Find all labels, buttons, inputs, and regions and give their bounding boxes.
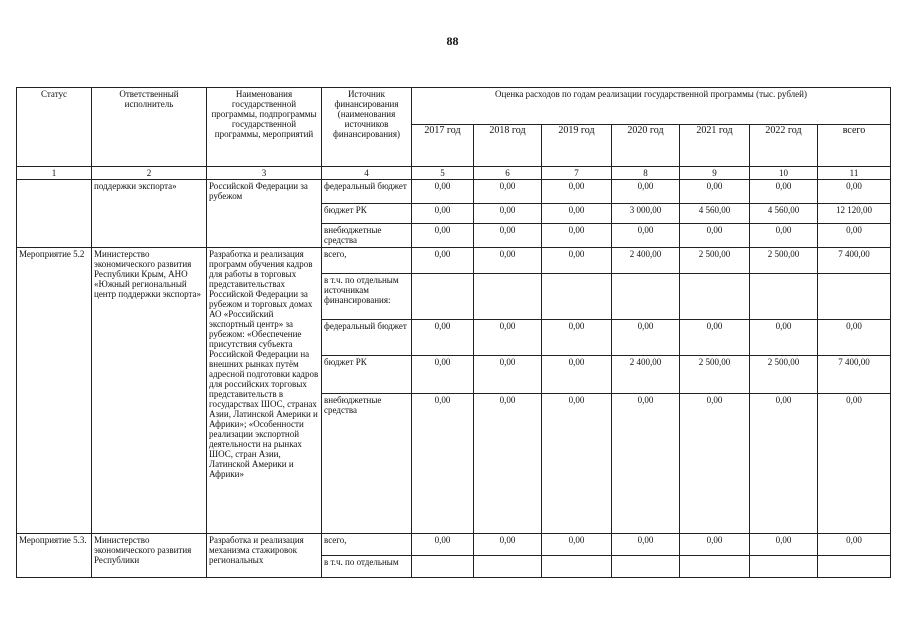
value-cell bbox=[412, 556, 474, 578]
value-cell: 0,00 bbox=[542, 320, 612, 356]
source-cell: бюджет РК bbox=[322, 204, 412, 224]
column-number: 4 bbox=[322, 167, 412, 180]
value-cell: 3 000,00 bbox=[612, 204, 680, 224]
source-cell: в т.ч. по отдельным источникам финансирования: bbox=[322, 274, 412, 320]
value-cell: 0,00 bbox=[474, 356, 542, 394]
value-cell: 0,00 bbox=[612, 534, 680, 556]
value-cell: 0,00 bbox=[750, 180, 818, 204]
header-year-2021: 2021 год bbox=[680, 125, 750, 167]
value-cell: 4 560,00 bbox=[680, 204, 750, 224]
source-cell: внебюджетные средства bbox=[322, 224, 412, 248]
total-cell bbox=[818, 556, 891, 578]
value-cell: 2 500,00 bbox=[680, 356, 750, 394]
status-cell bbox=[17, 180, 92, 248]
value-cell: 0,00 bbox=[474, 248, 542, 274]
source-cell: внебюджетные средства bbox=[322, 394, 412, 534]
value-cell: 2 400,00 bbox=[612, 356, 680, 394]
value-cell: 0,00 bbox=[542, 224, 612, 248]
column-number: 11 bbox=[818, 167, 891, 180]
value-cell: 0,00 bbox=[412, 180, 474, 204]
executor-cell: поддержки экспорта» bbox=[92, 180, 207, 248]
table-row bbox=[17, 180, 891, 204]
value-cell: 0,00 bbox=[542, 356, 612, 394]
value-cell bbox=[750, 556, 818, 578]
value-cell: 0,00 bbox=[750, 534, 818, 556]
value-cell: 2 500,00 bbox=[750, 248, 818, 274]
value-cell bbox=[612, 556, 680, 578]
column-number: 2 bbox=[92, 167, 207, 180]
table-row bbox=[17, 248, 891, 274]
header-estimate: Оценка расходов по годам реализации государственной программы (тыс. рублей) bbox=[412, 88, 891, 125]
value-cell: 0,00 bbox=[542, 204, 612, 224]
value-cell: 0,00 bbox=[750, 320, 818, 356]
column-number: 9 bbox=[680, 167, 750, 180]
value-cell: 0,00 bbox=[542, 248, 612, 274]
value-cell bbox=[680, 274, 750, 320]
table-row bbox=[17, 534, 891, 556]
status-cell: Мероприятие 5.2 bbox=[17, 248, 92, 534]
header-year-2020: 2020 год bbox=[612, 125, 680, 167]
column-number: 5 bbox=[412, 167, 474, 180]
value-cell: 0,00 bbox=[412, 394, 474, 534]
value-cell: 0,00 bbox=[680, 320, 750, 356]
value-cell: 0,00 bbox=[474, 534, 542, 556]
executor-cell: Министерство экономического развития Республики Крым, АНО «Южный региональный центр поддержки экспорта» bbox=[92, 248, 207, 534]
name-cell: Разработка и реализация программ обучения кадров для работы в торговых представительствах Российской Федерации за рубежом и торговых домах АО «Российский экспортный центр» за рубежом: «Обеспечение присутствия субъекта Российской Федерации на внешних рынках путём адресной подготовки кадров для российских торговых представительств в государствах ШОС, странах Азии, Латинской Америки и Африки»; «Особенности реализации экспортной деятельности на рынках ШОС, стран Азии, Латинской Америки и Африки» bbox=[207, 248, 322, 534]
source-cell: в т.ч. по отдельным bbox=[322, 556, 412, 578]
header-year-2019: 2019 год bbox=[542, 125, 612, 167]
value-cell: 0,00 bbox=[412, 248, 474, 274]
value-cell: 0,00 bbox=[750, 224, 818, 248]
header-year-2017: 2017 год bbox=[412, 125, 474, 167]
total-cell: 7 400,00 bbox=[818, 248, 891, 274]
value-cell: 0,00 bbox=[412, 356, 474, 394]
value-cell: 0,00 bbox=[412, 224, 474, 248]
header-name: Наименования государственной программы, подпрограммы государственной программы, мероприятий bbox=[207, 88, 322, 167]
page-number: 88 bbox=[446, 34, 459, 48]
column-number: 3 bbox=[207, 167, 322, 180]
source-cell: всего, bbox=[322, 248, 412, 274]
value-cell: 0,00 bbox=[680, 534, 750, 556]
value-cell: 0,00 bbox=[412, 320, 474, 356]
value-cell: 0,00 bbox=[612, 320, 680, 356]
column-number: 8 bbox=[612, 167, 680, 180]
value-cell: 0,00 bbox=[612, 224, 680, 248]
value-cell bbox=[680, 556, 750, 578]
value-cell bbox=[542, 274, 612, 320]
executor-cell: Министерство экономического развития Республики bbox=[92, 534, 207, 578]
value-cell: 0,00 bbox=[680, 394, 750, 534]
source-cell: федеральный бюджет bbox=[322, 320, 412, 356]
total-cell: 7 400,00 bbox=[818, 356, 891, 394]
value-cell: 0,00 bbox=[542, 394, 612, 534]
value-cell: 0,00 bbox=[750, 394, 818, 534]
value-cell: 0,00 bbox=[680, 224, 750, 248]
source-cell: бюджет РК bbox=[322, 356, 412, 394]
total-cell: 12 120,00 bbox=[818, 204, 891, 224]
value-cell: 2 500,00 bbox=[750, 356, 818, 394]
value-cell: 0,00 bbox=[680, 180, 750, 204]
value-cell: 0,00 bbox=[474, 180, 542, 204]
column-number: 7 bbox=[542, 167, 612, 180]
value-cell bbox=[750, 274, 818, 320]
value-cell bbox=[612, 274, 680, 320]
total-cell: 0,00 bbox=[818, 320, 891, 356]
total-cell: 0,00 bbox=[818, 180, 891, 204]
header-year-2018: 2018 год bbox=[474, 125, 542, 167]
header-year-2022: 2022 год bbox=[750, 125, 818, 167]
header-total: всего bbox=[818, 125, 891, 167]
value-cell bbox=[412, 274, 474, 320]
column-number-row bbox=[17, 167, 891, 180]
total-cell bbox=[818, 274, 891, 320]
value-cell bbox=[474, 274, 542, 320]
total-cell: 0,00 bbox=[818, 224, 891, 248]
value-cell: 0,00 bbox=[474, 320, 542, 356]
value-cell: 0,00 bbox=[412, 534, 474, 556]
value-cell: 2 500,00 bbox=[680, 248, 750, 274]
value-cell: 0,00 bbox=[412, 204, 474, 224]
budget-table bbox=[16, 87, 891, 578]
source-cell: всего, bbox=[322, 534, 412, 556]
name-cell: Российской Федерации за рубежом bbox=[207, 180, 322, 248]
name-cell: Разработка и реализация механизма стажировок региональных bbox=[207, 534, 322, 578]
value-cell: 0,00 bbox=[474, 224, 542, 248]
status-cell: Мероприятие 5.3. bbox=[17, 534, 92, 578]
header-executor: Ответственный исполнитель bbox=[92, 88, 207, 167]
value-cell: 0,00 bbox=[474, 204, 542, 224]
value-cell: 0,00 bbox=[542, 534, 612, 556]
value-cell: 0,00 bbox=[612, 180, 680, 204]
source-cell: федеральный бюджет bbox=[322, 180, 412, 204]
value-cell: 2 400,00 bbox=[612, 248, 680, 274]
total-cell: 0,00 bbox=[818, 534, 891, 556]
value-cell: 0,00 bbox=[542, 180, 612, 204]
value-cell: 4 560,00 bbox=[750, 204, 818, 224]
value-cell: 0,00 bbox=[612, 394, 680, 534]
column-number: 6 bbox=[474, 167, 542, 180]
value-cell bbox=[542, 556, 612, 578]
header-status: Статус bbox=[17, 88, 92, 167]
total-cell: 0,00 bbox=[818, 394, 891, 534]
value-cell: 0,00 bbox=[474, 394, 542, 534]
column-number: 10 bbox=[750, 167, 818, 180]
value-cell bbox=[474, 556, 542, 578]
header-source: Источник финансирования (наименования источников финансирования) bbox=[322, 88, 412, 167]
column-number: 1 bbox=[17, 167, 92, 180]
